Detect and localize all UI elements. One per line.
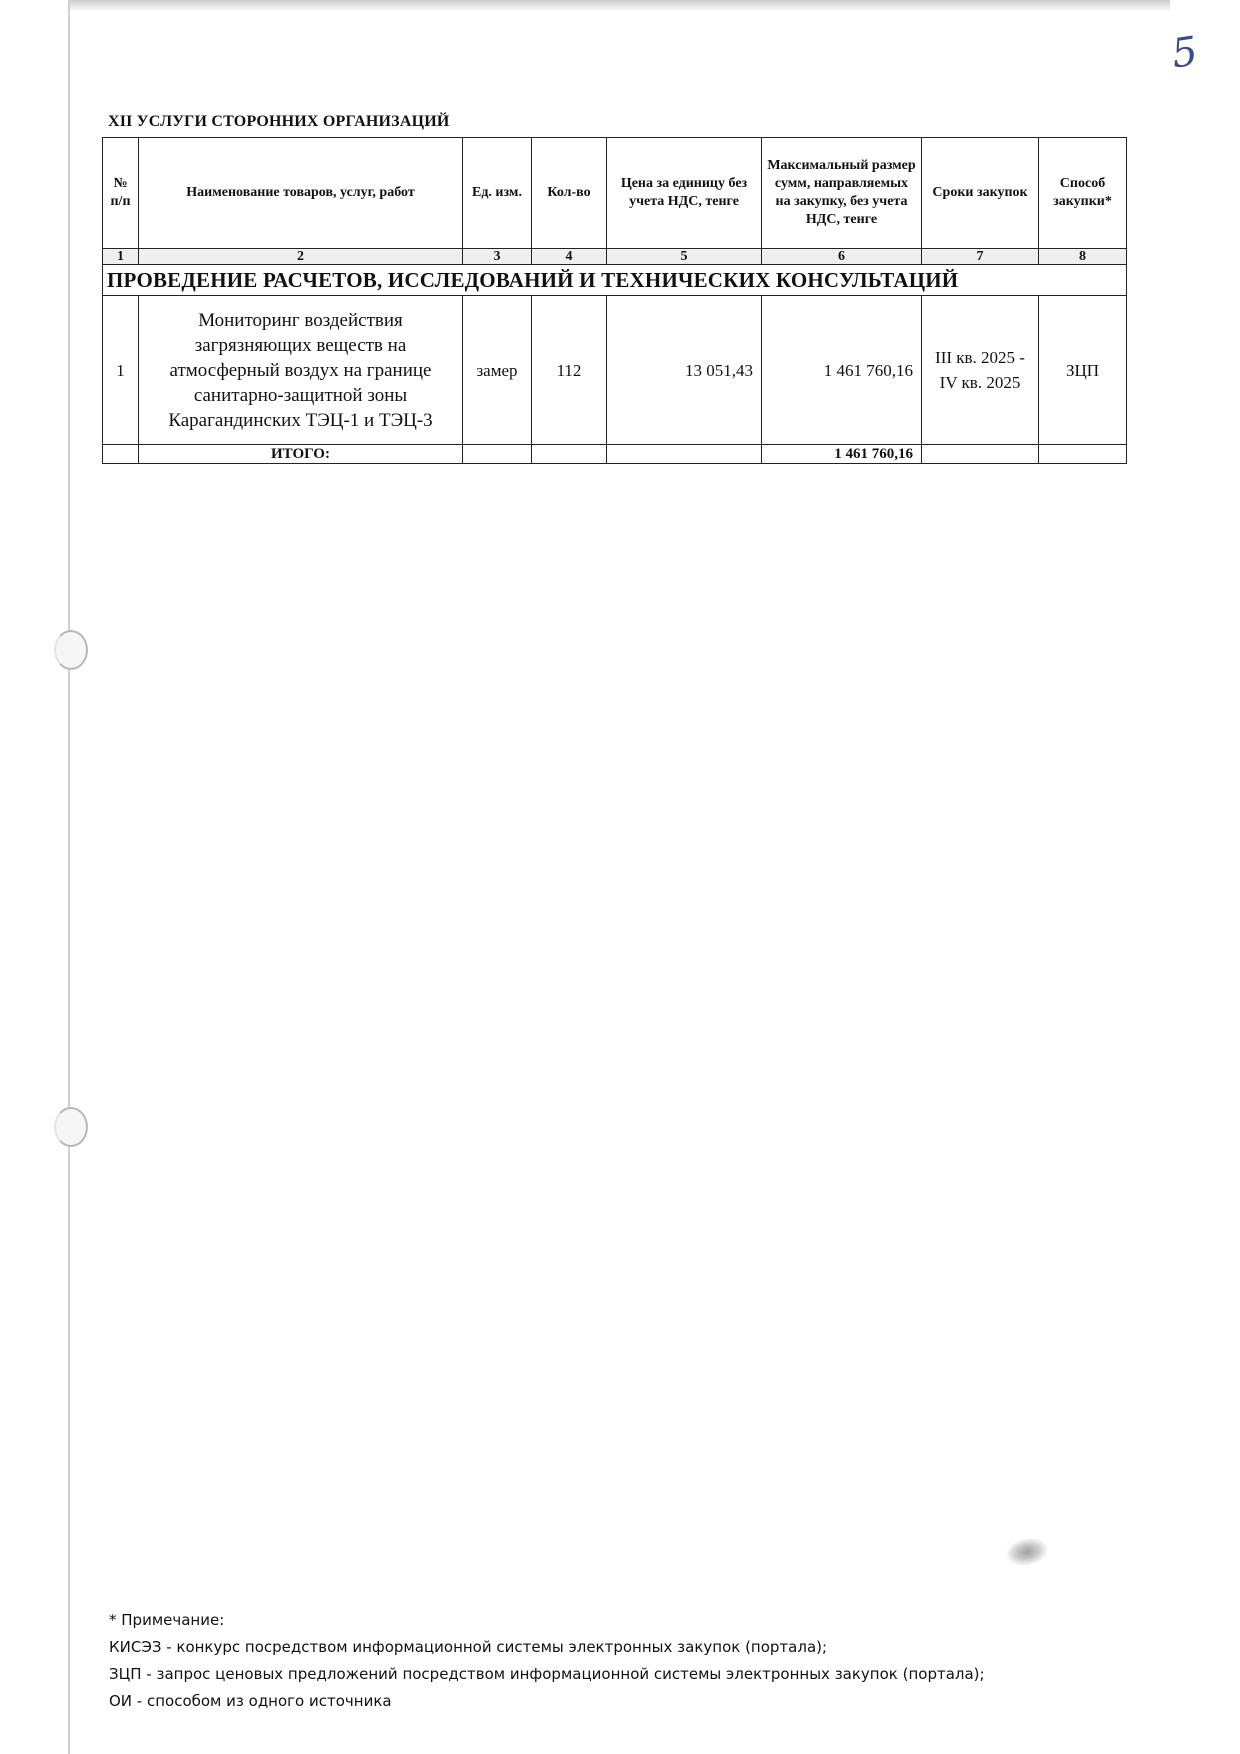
header-qty: Кол-во bbox=[532, 138, 607, 249]
column-number: 5 bbox=[607, 249, 762, 265]
header-period: Сроки закупок bbox=[922, 138, 1039, 249]
column-number: 3 bbox=[463, 249, 532, 265]
column-number: 6 bbox=[762, 249, 922, 265]
row-price: 13 051,43 bbox=[607, 296, 762, 445]
header-unit: Ед. изм. bbox=[463, 138, 532, 249]
column-number: 7 bbox=[922, 249, 1039, 265]
footnote-title: * Примечание: bbox=[109, 1611, 225, 1629]
handwritten-page-number: 5 bbox=[1168, 28, 1201, 78]
scan-top-shadow bbox=[70, 0, 1170, 12]
category-row bbox=[103, 265, 1127, 296]
row-unit: замер bbox=[463, 296, 532, 445]
binding-edge bbox=[68, 0, 70, 1754]
table-row bbox=[103, 296, 1127, 445]
footnote-line: ОИ - способом из одного источника bbox=[109, 1692, 392, 1710]
column-number: 2 bbox=[139, 249, 463, 265]
total-empty bbox=[103, 445, 139, 464]
category-title: ПРОВЕДЕНИЕ РАСЧЕТОВ, ИССЛЕДОВАНИЙ И ТЕХНИЧЕСКИХ КОНСУЛЬТАЦИЙ bbox=[103, 265, 1127, 296]
procurement-table bbox=[102, 137, 1127, 464]
header-price: Цена за единицу без учета НДС, тенге bbox=[607, 138, 762, 249]
scan-smudge bbox=[1003, 1534, 1052, 1571]
total-empty bbox=[463, 445, 532, 464]
row-period: III кв. 2025 - IV кв. 2025 bbox=[922, 296, 1039, 445]
column-number: 1 bbox=[103, 249, 139, 265]
total-label: ИТОГО: bbox=[139, 445, 463, 464]
row-max-sum: 1 461 760,16 bbox=[762, 296, 922, 445]
header-row bbox=[103, 138, 1127, 249]
row-method: ЗЦП bbox=[1039, 296, 1127, 445]
row-name: Мониторинг воздействия загрязняющих веществ на атмосферный воздух на границе санитарно-защитной зоны Карагандинских ТЭЦ-1 и ТЭЦ-3 bbox=[139, 296, 463, 445]
footnote-line: ЗЦП - запрос ценовых предложений посредством информационной системы электронных закупок (портала); bbox=[109, 1665, 985, 1683]
footnote bbox=[109, 1607, 985, 1715]
total-max-sum: 1 461 760,16 bbox=[762, 445, 922, 464]
punch-hole-lower bbox=[54, 1107, 88, 1147]
footnote-line: КИСЭЗ - конкурс посредством информационной системы электронных закупок (портала); bbox=[109, 1638, 828, 1656]
column-number: 8 bbox=[1039, 249, 1127, 265]
header-name: Наименование товаров, услуг, работ bbox=[139, 138, 463, 249]
total-empty bbox=[532, 445, 607, 464]
header-num: № п/п bbox=[103, 138, 139, 249]
total-row bbox=[103, 445, 1127, 464]
row-num: 1 bbox=[103, 296, 139, 445]
header-max-sum: Максимальный размер сумм, направляемых на закупку, без учета НДС, тенге bbox=[762, 138, 922, 249]
total-empty bbox=[1039, 445, 1127, 464]
header-method: Способ закупки* bbox=[1039, 138, 1127, 249]
punch-hole-upper bbox=[54, 630, 88, 670]
total-empty bbox=[922, 445, 1039, 464]
section-title: XII УСЛУГИ СТОРОННИХ ОРГАНИЗАЦИЙ bbox=[108, 113, 450, 130]
column-number: 4 bbox=[532, 249, 607, 265]
total-empty bbox=[607, 445, 762, 464]
column-number-row bbox=[103, 249, 1127, 265]
row-qty: 112 bbox=[532, 296, 607, 445]
